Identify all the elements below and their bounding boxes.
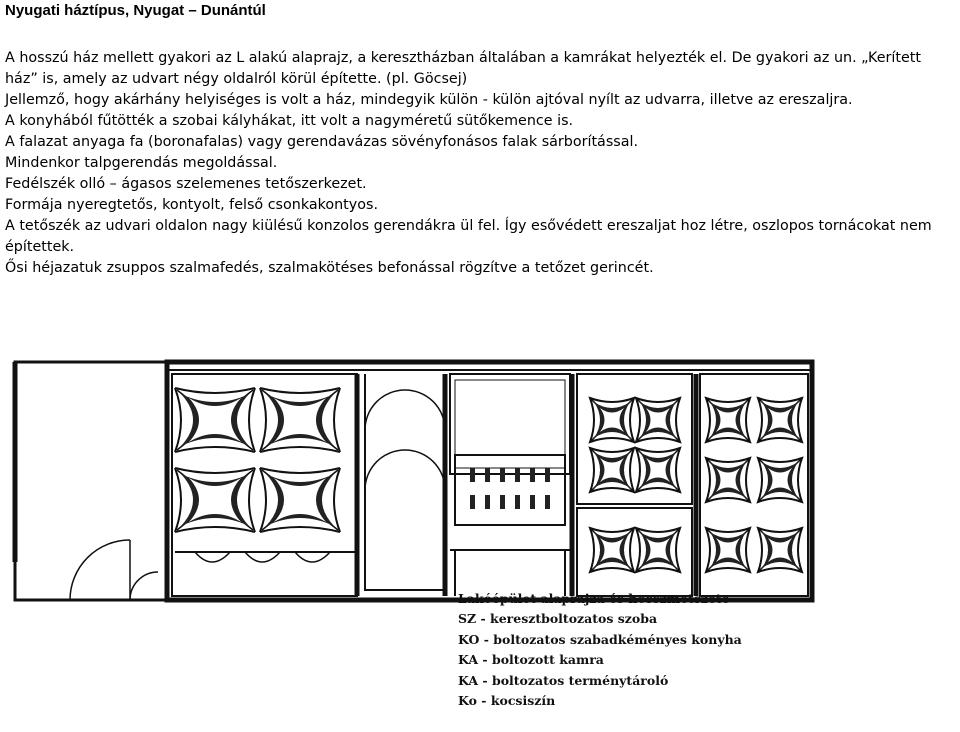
paragraph: A hosszú ház mellett gyakori az L alakú alaprajz, a keresztházban általában a kamrákat helyezték el. De gyakori az un. „Kerített ház” is, amely az udvart négy oldalról körül építette. (pl. Göcsej) bbox=[5, 50, 921, 87]
paragraph: Jellemző, hogy akárhány helyiséges is volt a ház, mindegyik külön - külön ajtóval nyílt az udvarra, illetve az ereszaljra. bbox=[5, 92, 853, 108]
paragraph: Fedélszék olló – ágasos szelemenes tetőszerkezet. bbox=[5, 176, 367, 192]
paragraph: Ősi héjazatuk zsuppos szalmafedés, szalmakötéses befonással rögzítve a tetőzet gerincét. bbox=[5, 260, 654, 276]
page-title: Nyugati háztípus, Nyugat – Dunántúl bbox=[5, 2, 266, 19]
legend-item: KA - boltozatos terménytároló bbox=[458, 672, 669, 688]
legend bbox=[458, 589, 742, 711]
wagon-shed-outline bbox=[15, 362, 167, 600]
legend-item: KA - boltozott kamra bbox=[458, 652, 604, 668]
legend-item: KO - boltozatos szabadkéményes konyha bbox=[458, 631, 742, 647]
paragraph: A falazat anyaga fa (boronafalas) vagy gerendavázas sövényfonásos falak sárborítással. bbox=[5, 134, 638, 150]
paragraph: A tetőszék az udvari oldalon nagy kiülésű konzolos gerendákra ül fel. Így esővédett ereszaljat hoz létre, oszlopos tornácokat nem építettek. bbox=[5, 218, 932, 255]
oven bbox=[455, 455, 565, 525]
paragraph: Formája nyeregtetős, kontyolt, felső csonkakontyos. bbox=[5, 197, 378, 213]
body-text bbox=[5, 48, 955, 279]
paragraph: A konyhából fűtötték a szobai kályhákat, itt volt a nagyméretű sütőkemence is. bbox=[5, 113, 574, 129]
paragraph: Mindenkor talpgerendás megoldással. bbox=[5, 155, 278, 171]
legend-item: Ko - kocsiszín bbox=[458, 693, 556, 709]
legend-title: Lakóépület alaprajza és hosszmetszete bbox=[458, 591, 730, 606]
pantry bbox=[577, 374, 692, 504]
legend-item: SZ - keresztboltozatos szoba bbox=[458, 611, 658, 627]
kitchen bbox=[450, 374, 570, 474]
